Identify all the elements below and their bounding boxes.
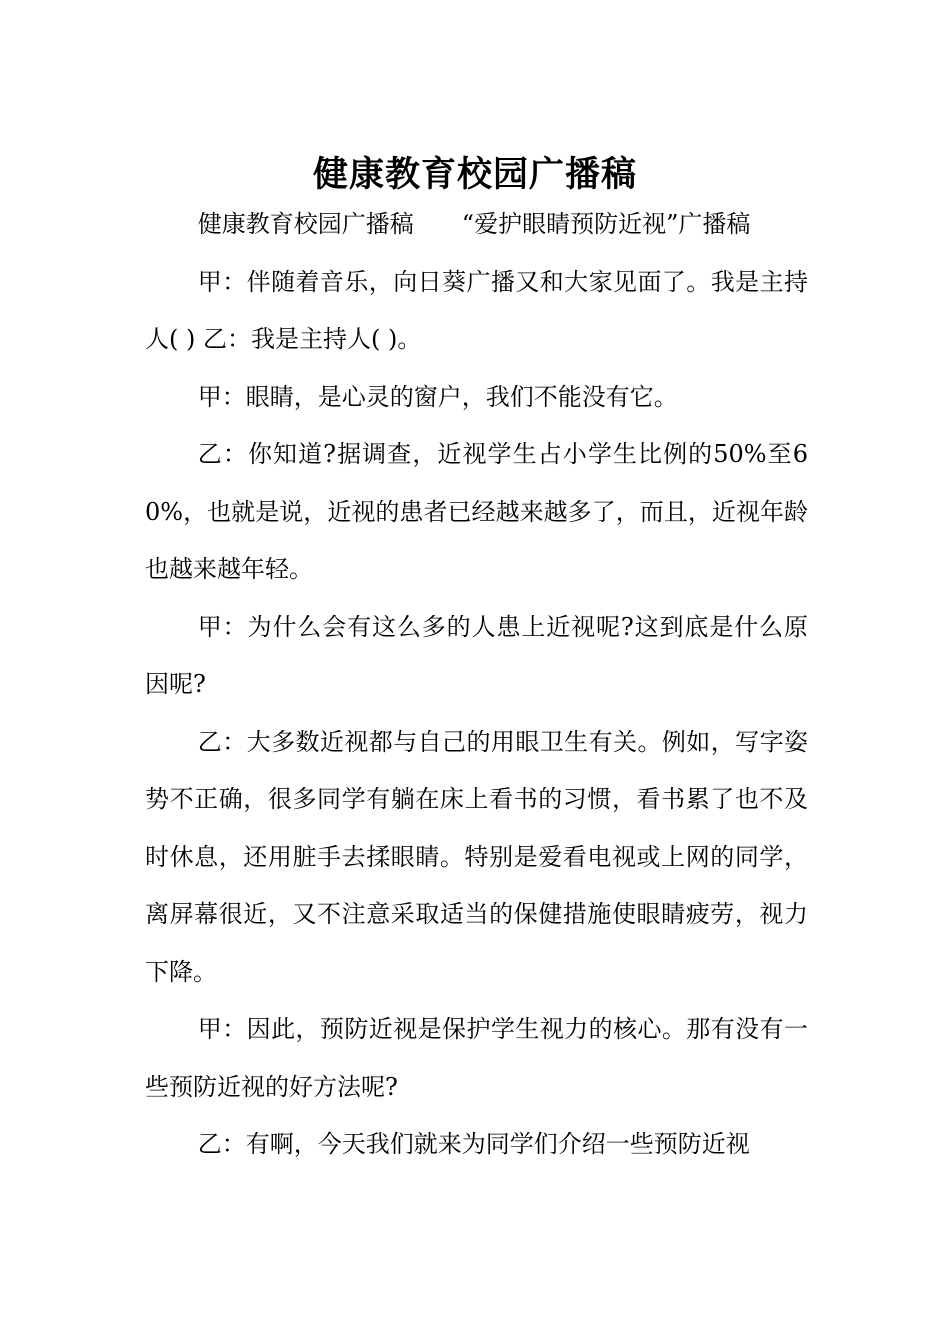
document-body (145, 196, 808, 1174)
paragraph-intro: 健康教育校园广播稿 “爱护眼睛预防近视”广播稿 (197, 210, 751, 238)
paragraph-eyes-window: 甲：眼睛，是心灵的窗户，我们不能没有它。 (197, 382, 678, 411)
paragraph-host-intro: 甲：伴随着音乐，向日葵广播又和大家见面了。我是主持人( ) 乙：我是主持人( )。 (145, 267, 808, 353)
paragraph-prevention-question: 甲：因此，预防近视是保护学生视力的核心。那有没有一些预防近视的好方法呢? (145, 1015, 808, 1101)
paragraph-survey: 乙：你知道?据调查，近视学生占小学生比例的50%至60%，也就是说，近视的患者已经越来越多了，而且，近视年龄也越来越年轻。 (145, 440, 808, 583)
paragraph-causes: 乙：大多数近视都与自己的用眼卫生有关。例如，写字姿势不正确，很多同学有躺在床上看书的习惯，看书累了也不及时休息，还用脏手去揉眼睛。特别是爱看电视或上网的同学，离屏幕很近，又不注意采取适当的保健措施使眼睛疲劳，视力下降。 (145, 727, 808, 986)
paragraph-prevention-intro: 乙：有啊，今天我们就来为同学们介绍一些预防近视 (197, 1130, 750, 1158)
document-title: 健康教育校园广播稿 (312, 154, 637, 196)
paragraph-question-cause: 甲：为什么会有这么多的人患上近视呢?这到底是什么原因呢? (145, 612, 808, 698)
